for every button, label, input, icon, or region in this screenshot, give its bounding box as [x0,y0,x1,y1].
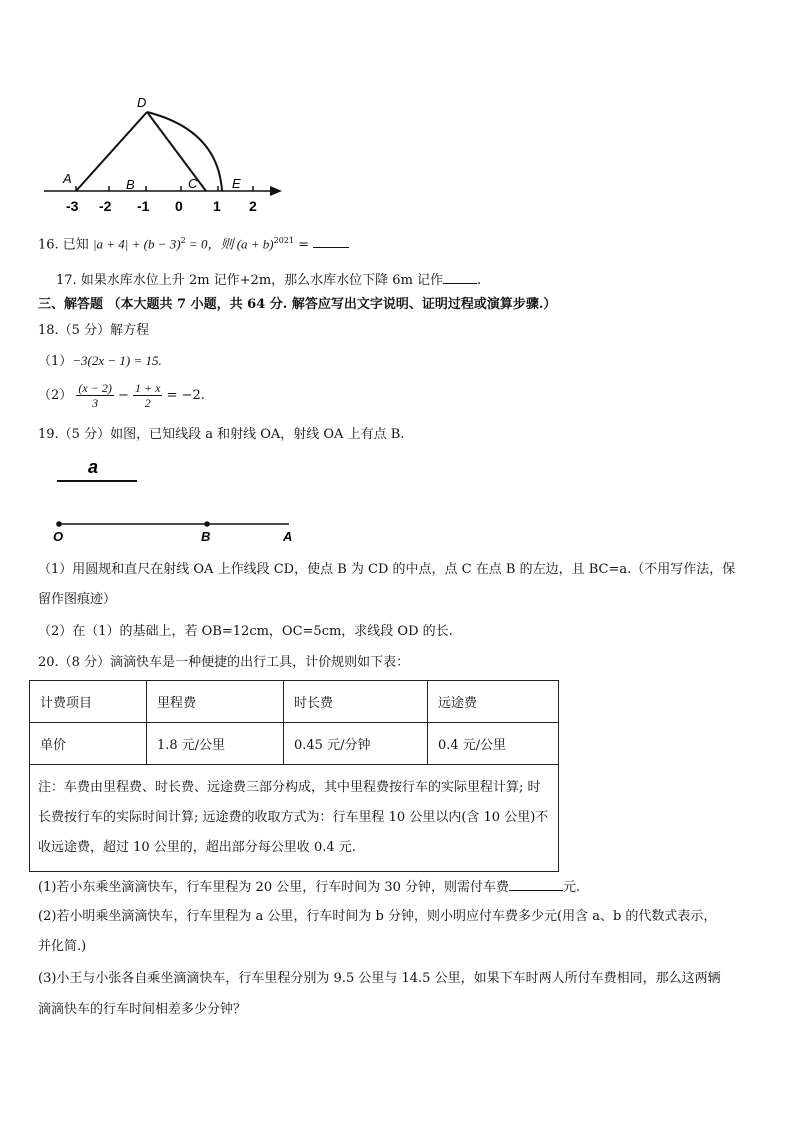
table-cell: 1.8 元/公里 [147,723,284,765]
axis-arrow [270,186,282,196]
q16-prefix: 16. 已知 [38,237,89,253]
q18-p1-label: （1） [38,354,73,369]
ray-label-A: A [283,529,293,544]
point-label-C: C [188,176,198,191]
q18-fraction-1 [76,381,113,410]
q16-exp2: 2 [180,236,186,245]
point-B [204,521,210,527]
q18-p2-minus: − [117,388,129,403]
question-20-sub2-line2: 并化简.) [38,939,87,954]
q20-s1-end: 元. [563,880,581,895]
question-19-part2: （2）在（1）的基础上，若 OB=12cm，OC=5cm，求线段 OD 的长. [38,624,453,639]
question-19-part1-line2: 留作图痕迹） [38,592,117,607]
tick-label: 0 [175,198,183,214]
point-label-E: E [232,176,241,191]
table-header-cell: 时长费 [284,681,428,723]
fare-table [29,680,559,872]
question-20-sub3-line1: (3)小王与小张各自乘坐滴滴快车，行车里程分别为 9.5 公里与 14.5 公里，如果下车时两人所付车费相同，那么这两辆 [38,971,721,986]
q16-eq-part2: = 0，则 (a + b) [185,236,274,252]
fraction-numerator: (x − 2) [78,381,112,395]
question-16 [38,232,349,254]
q18-p1-equation: −3(2x − 1) = 15. [72,353,162,368]
q17-end: . [477,273,482,288]
point-label-B: B [126,177,135,192]
q20-s1-answer-blank[interactable] [509,876,563,891]
table-note-row [30,765,559,872]
point-label-A: A [63,171,72,186]
q16-answer-blank[interactable] [313,233,349,248]
arc-DE [147,112,222,191]
ray-figure [45,452,305,547]
question-20-sub3-line2: 滴滴快车的行车时间相差多少分钟？ [38,1002,247,1017]
q16-eq-part3: = [294,237,314,253]
q16-eq-part1: |a + 4| + (b − 3) [92,236,181,252]
question-20-title: 20.（8 分）滴滴快车是一种便捷的出行工具，计价规则如下表： [38,655,410,670]
question-19-title: 19.（5 分）如图，已知线段 a 和射线 OA，射线 OA 上有点 B. [38,427,405,442]
fraction-denominator: 2 [144,396,151,410]
point-O [56,521,62,527]
segment-AD [76,112,147,191]
question-19-part1-line1: （1）用圆规和直尺在射线 OA 上作线段 CD，使点 B 为 CD 的中点，点 C 在点 B 的左边，且 BC=a.（不用写作法，保 [38,562,736,577]
question-18-part2 [38,378,205,414]
q16-exp2021: 2021 [273,236,294,245]
fraction-numerator: 1 + x [135,381,161,395]
question-20-sub2-line1: (2)若小明乘坐滴滴快车，行车里程为 a 公里，行车时间为 b 分钟，则小明应付车费多少元(用含 a、b 的代数式表示， [38,909,717,924]
table-cell: 0.45 元/分钟 [284,723,428,765]
table-cell: 单价 [30,723,147,765]
ray-label-O: O [53,529,64,544]
question-20-sub1 [38,876,580,897]
question-18-part1 [38,352,162,371]
q18-p2-label: （2） [38,388,73,403]
table-note: 注：车费由里程费、时长费、远途费三部分构成，其中里程费按行车的实际里程计算; 时长费按行车的实际时间计算; 远途费的收取方式为：行车里程 10 公里以内(含 10 公里)不收远途费，超过 10 公里的，超出部分每公里收 0.4 元. [30,765,559,872]
table-header-cell: 计费项目 [30,681,147,723]
tick-label: -2 [99,198,112,214]
table-row [30,723,559,765]
table-header-cell: 里程费 [147,681,284,723]
fraction-denominator: 3 [92,396,99,410]
tick-label: 1 [213,198,221,214]
table-header-cell: 远途费 [428,681,559,723]
tick-label: -1 [137,198,150,214]
q17-text: 17. 如果水库水位上升 2m 记作+2m，那么水库水位下降 6m 记作 [56,273,444,288]
q17-answer-blank[interactable] [443,269,477,284]
section-3-heading: 三、解答题 （本大题共 7 小题，共 64 分. 解答应写出文字说明、证明过程或演算步骤.） [38,297,557,312]
tick-label: -3 [66,198,79,214]
q20-s1-text: (1)若小东乘坐滴滴快车，行车里程为 20 公里，行车时间为 30 分钟，则需付车费 [38,880,510,895]
table-header-row [30,681,559,723]
q18-p2-rhs: = −2. [166,388,205,403]
number-line-figure [38,90,288,215]
tick-label: 2 [249,198,257,214]
table-cell: 0.4 元/公里 [428,723,559,765]
question-18-title: 18.（5 分）解方程 [38,323,150,338]
point-label-D: D [137,95,147,110]
question-17 [56,269,481,290]
ray-label-B: B [201,529,211,544]
segment-label-a: a [88,457,99,477]
q18-fraction-2 [133,381,162,410]
